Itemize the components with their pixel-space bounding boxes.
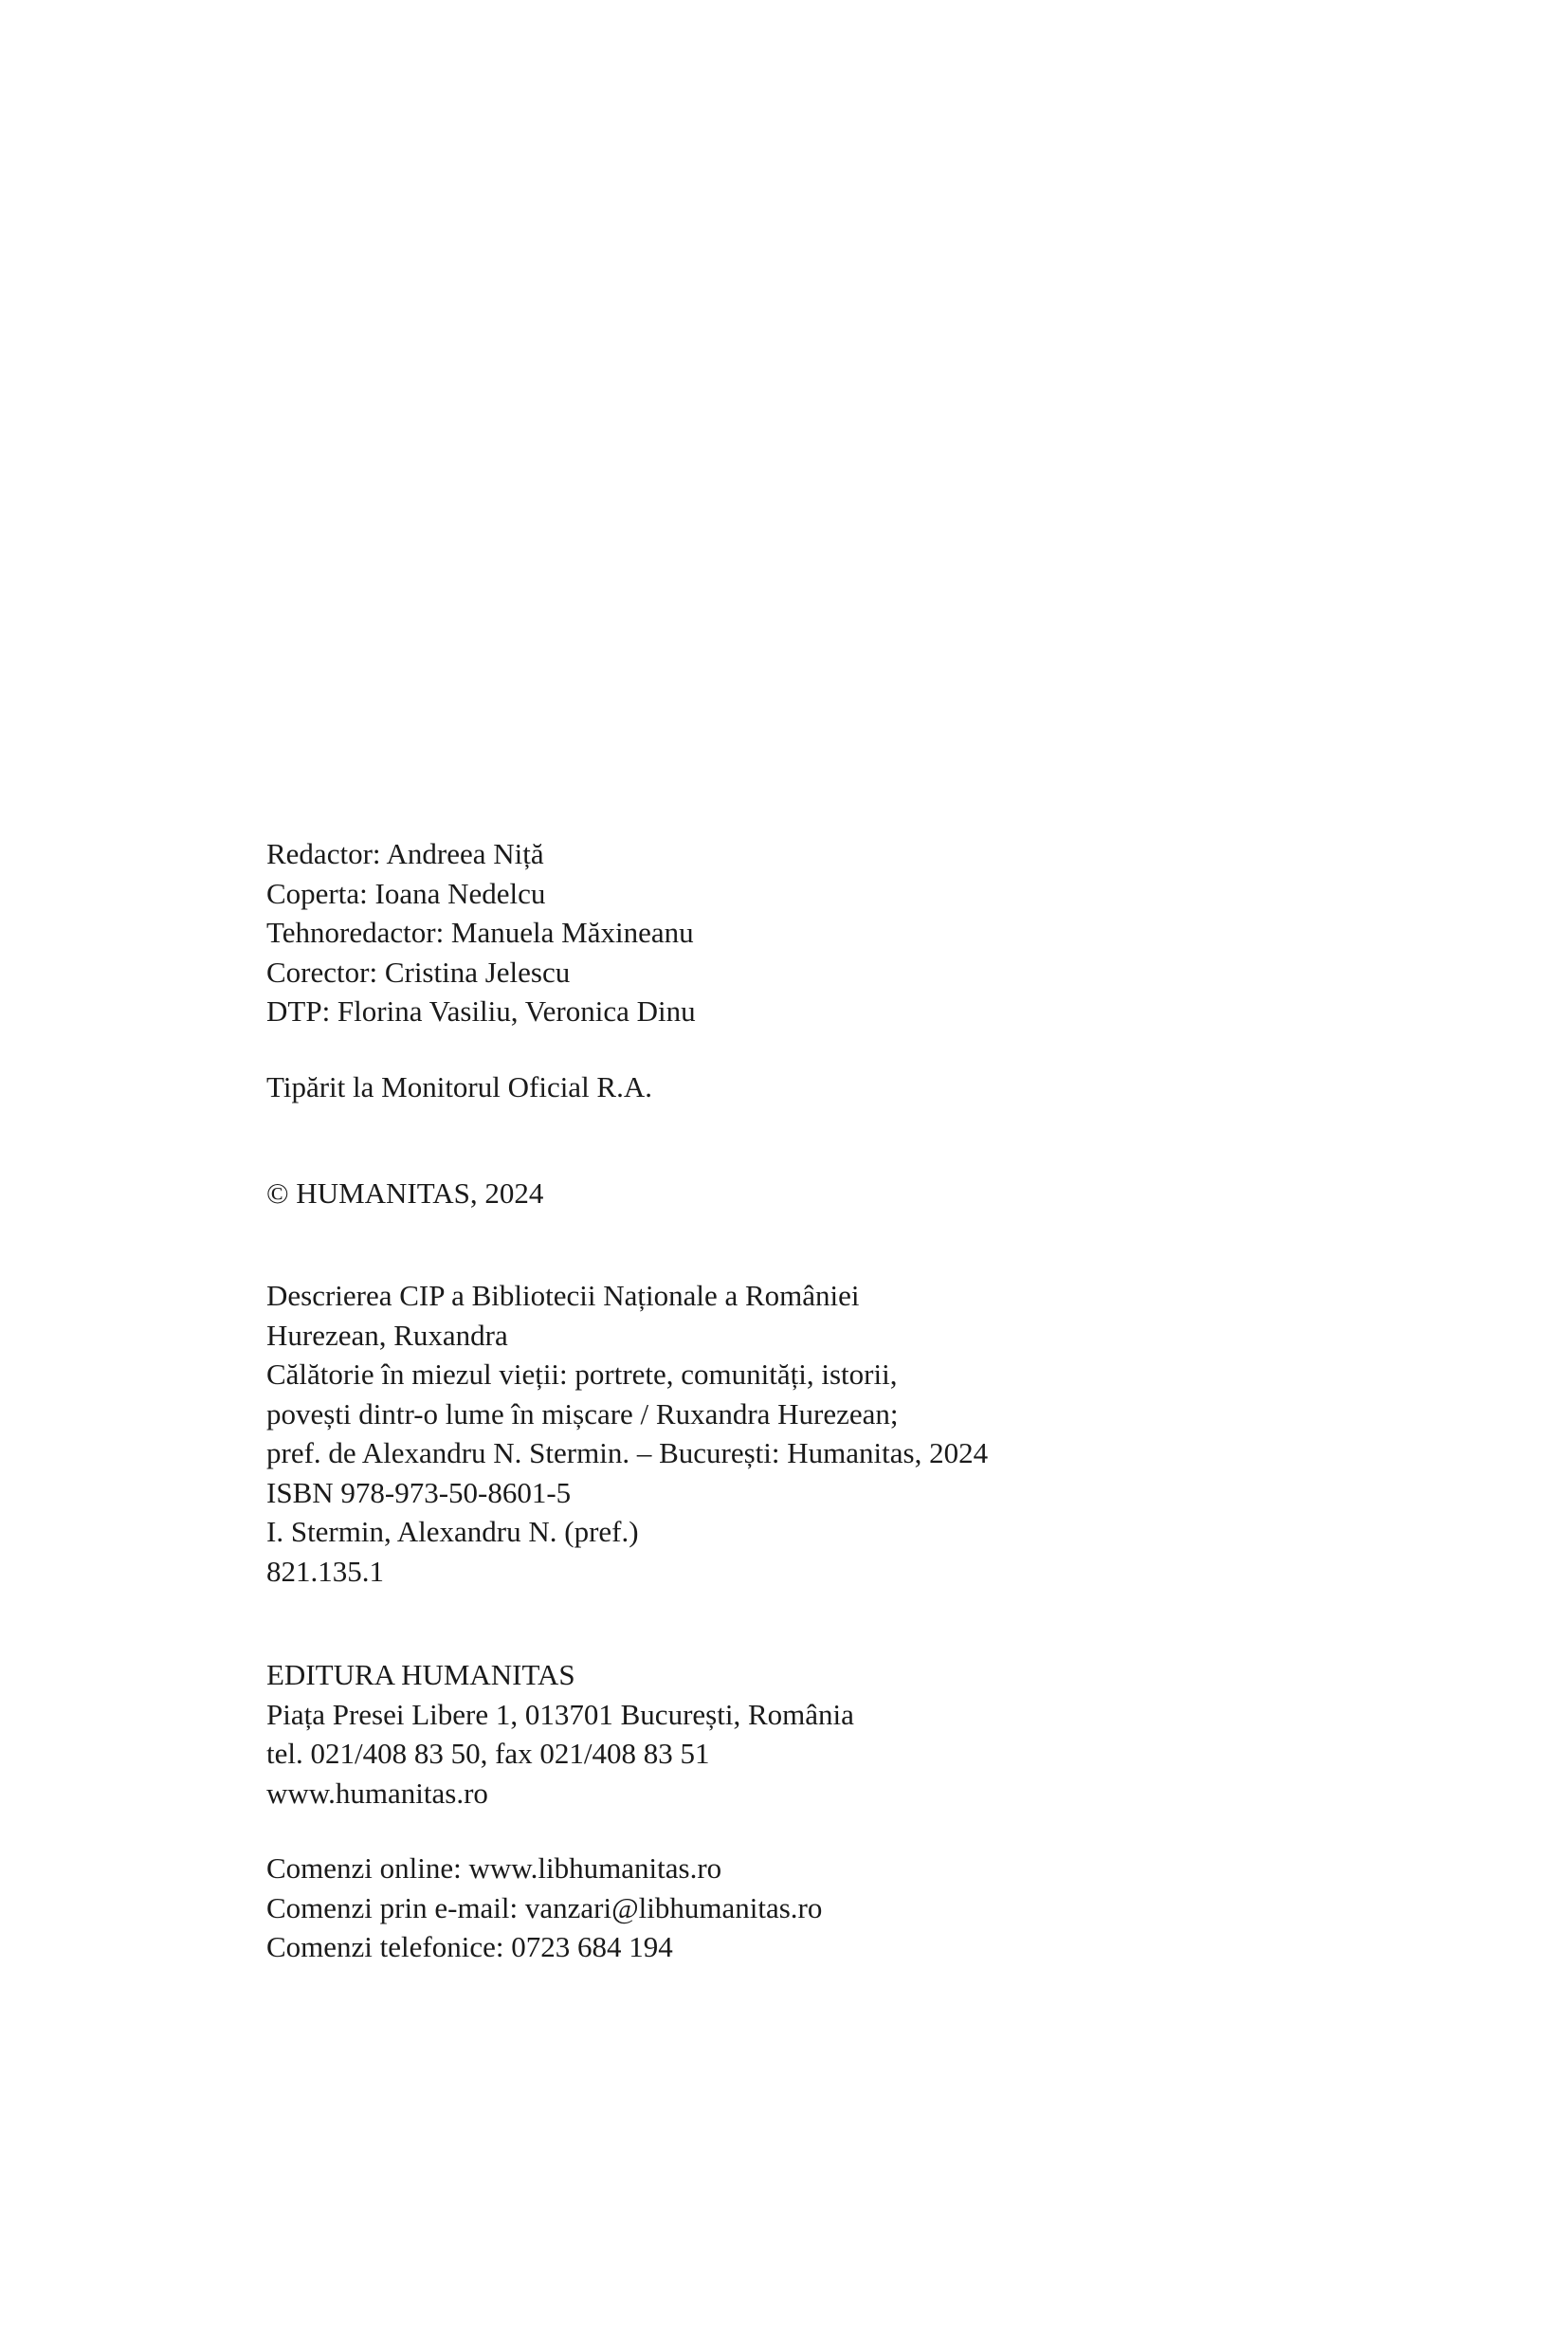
cip-heading: Descrierea CIP a Bibliotecii Naționale a României	[266, 1279, 860, 1312]
order-phone: Comenzi telefonice: 0723 684 194	[266, 1930, 673, 1963]
copyright-line: © HUMANITAS, 2024	[266, 1176, 544, 1210]
publisher-website: www.humanitas.ro	[266, 1776, 488, 1810]
copyright-notice	[266, 1174, 543, 1213]
cip-author: Hurezean, Ruxandra	[266, 1318, 508, 1352]
publisher-address: Piața Presei Libere 1, 013701 București, România	[266, 1697, 854, 1731]
cip-preface-line: pref. de Alexandru N. Stermin. – București: Humanitas, 2024	[266, 1436, 989, 1469]
printer-line: Tipărit la Monitorul Oficial R.A.	[266, 1070, 652, 1103]
credit-cover: Coperta: Ioana Nedelcu	[266, 876, 546, 910]
publisher-name: EDITURA HUMANITAS	[266, 1658, 575, 1691]
publisher-info	[266, 1655, 854, 1813]
cip-description	[266, 1276, 988, 1591]
order-info	[266, 1849, 822, 1967]
credit-typesetter: Tehnoredactor: Manuela Măxineanu	[266, 916, 694, 949]
cip-title-line-2: povești dintr-o lume în mișcare / Ruxandra Hurezean;	[266, 1396, 899, 1431]
cip-isbn: ISBN 978-973-50-8601-5	[266, 1475, 572, 1509]
cip-classification: 821.135.1	[266, 1554, 384, 1588]
cip-title-line-1: Călătorie în miezul vieții: portrete, comunități, istorii,	[266, 1358, 898, 1391]
editorial-credits	[266, 834, 696, 1031]
credit-dtp: DTP: Florina Vasiliu, Veronica Dinu	[266, 994, 696, 1028]
order-email: Comenzi prin e-mail: vanzari@libhumanitas.ro	[266, 1890, 823, 1924]
credit-editor: Redactor: Andreea Niță	[266, 837, 544, 870]
publisher-phone-fax: tel. 021/408 83 50, fax 021/408 83 51	[266, 1737, 710, 1770]
printer-info	[266, 1067, 652, 1107]
cip-added-entry: I. Stermin, Alexandru N. (pref.)	[266, 1515, 639, 1548]
credit-proofreader: Corector: Cristina Jelescu	[266, 955, 571, 989]
order-online: Comenzi online: www.libhumanitas.ro	[266, 1851, 722, 1885]
